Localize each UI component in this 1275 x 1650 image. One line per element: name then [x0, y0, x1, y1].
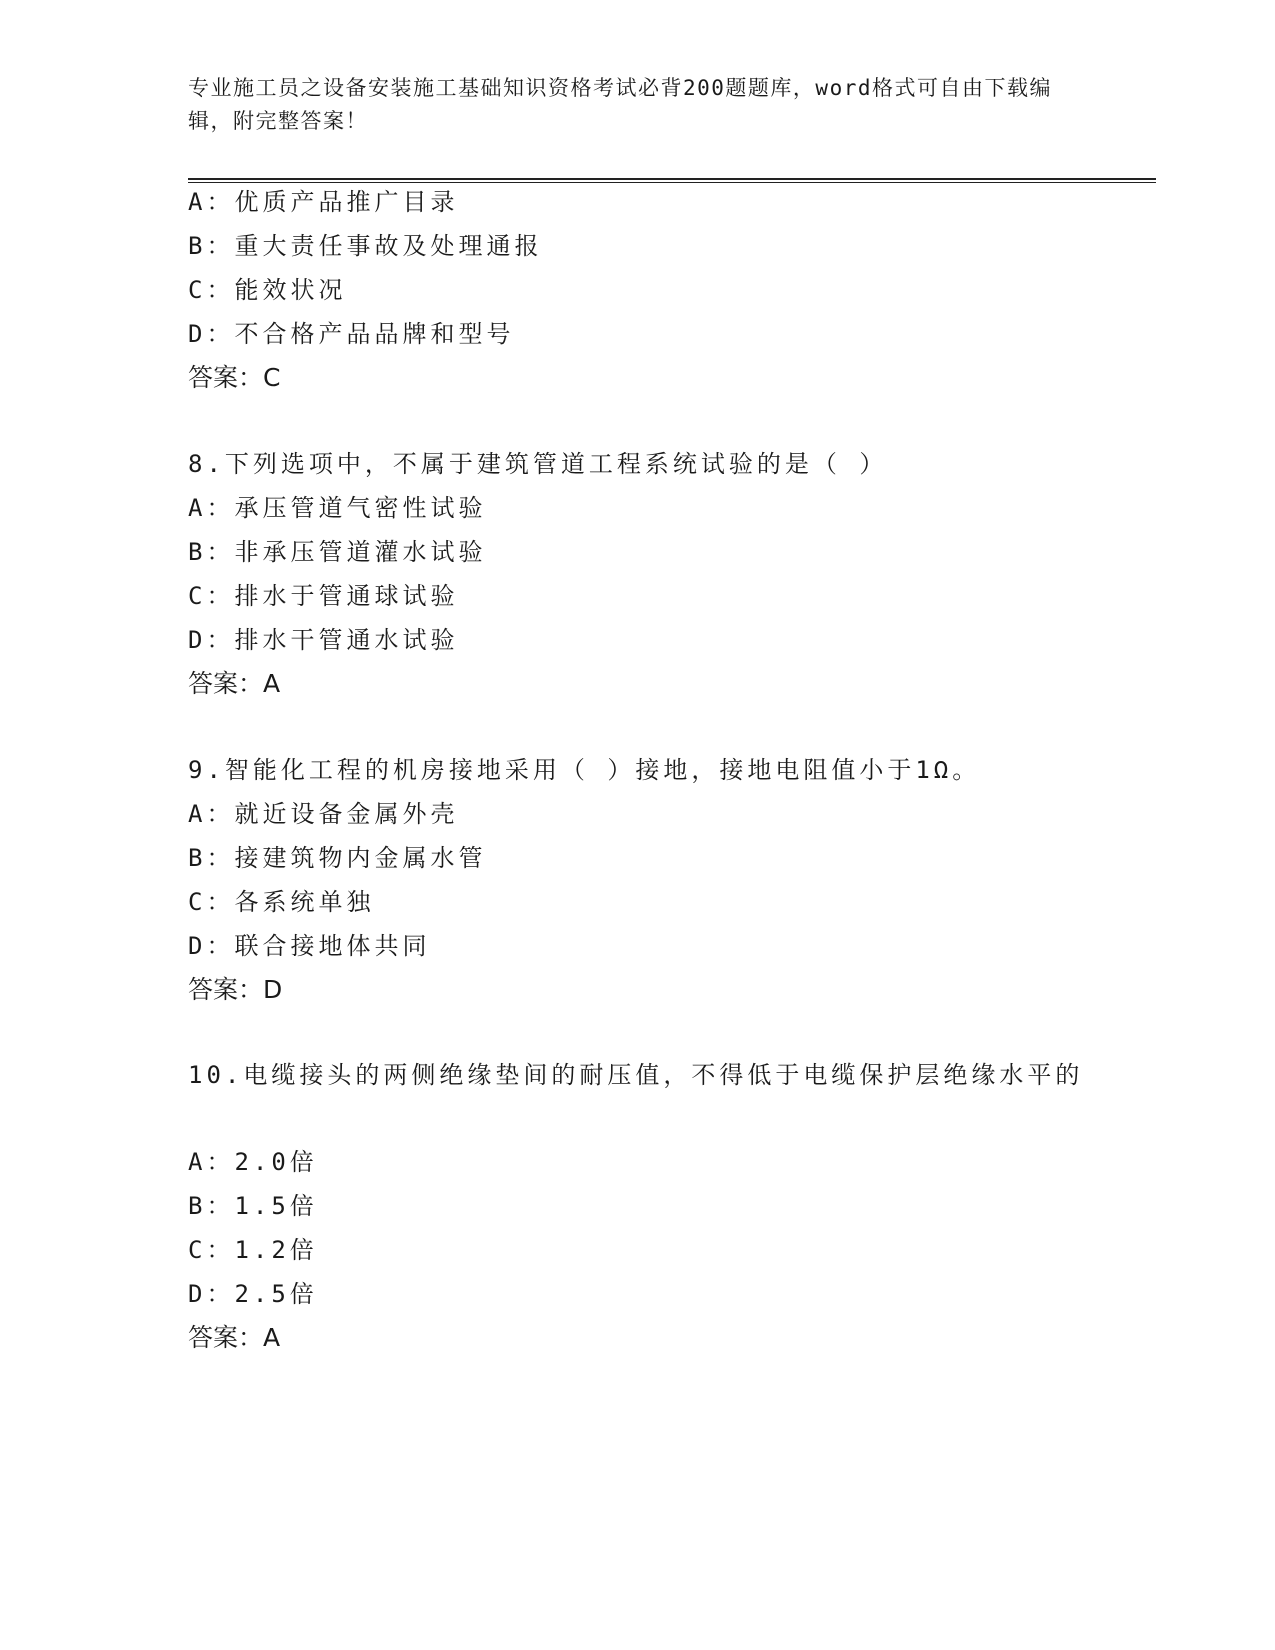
q7-option-b: B：重大责任事故及处理通报	[188, 232, 543, 260]
q10-question: 10.电缆接头的两侧绝缘垫间的耐压值，不得低于电缆保护层绝缘水平的	[188, 1061, 1084, 1089]
q9-option-d: D：联合接地体共同	[188, 932, 431, 960]
q8-option-b: B：非承压管道灌水试验	[188, 538, 487, 566]
q8-answer: 答案：A	[188, 669, 281, 698]
q9-option-c: C：各系统单独	[188, 888, 375, 916]
q10-option-d: D：2.5倍	[188, 1280, 318, 1308]
q9-option-a: A：就近设备金属外壳	[188, 800, 459, 828]
q9-question: 9.智能化工程的机房接地采用（ ）接地，接地电阻值小于1Ω。	[188, 756, 981, 784]
q10-option-b: B：1.5倍	[188, 1192, 318, 1220]
q9-option-b: B：接建筑物内金属水管	[188, 844, 487, 872]
q9-answer: 答案：D	[188, 975, 283, 1004]
q8-option-d: D：排水干管通水试验	[188, 626, 459, 654]
q8-option-a: A：承压管道气密性试验	[188, 494, 487, 522]
header-divider	[188, 178, 1156, 183]
q8-question: 8.下列选项中，不属于建筑管道工程系统试验的是（ ）	[188, 450, 888, 478]
q10-option-c: C：1.2倍	[188, 1236, 318, 1264]
q7-option-c: C：能效状况	[188, 276, 347, 304]
q8-option-c: C：排水于管通球试验	[188, 582, 459, 610]
q7-answer: 答案：C	[188, 363, 281, 392]
q10-option-a: A：2.0倍	[188, 1148, 318, 1176]
q7-option-d: D：不合格产品品牌和型号	[188, 320, 515, 348]
document-header: 专业施工员之设备安装施工基础知识资格考试必背200题题库，word格式可自由下载编辑，附完整答案！	[188, 76, 1052, 133]
q7-option-a: A：优质产品推广目录	[188, 188, 459, 216]
q10-answer: 答案：A	[188, 1323, 281, 1352]
